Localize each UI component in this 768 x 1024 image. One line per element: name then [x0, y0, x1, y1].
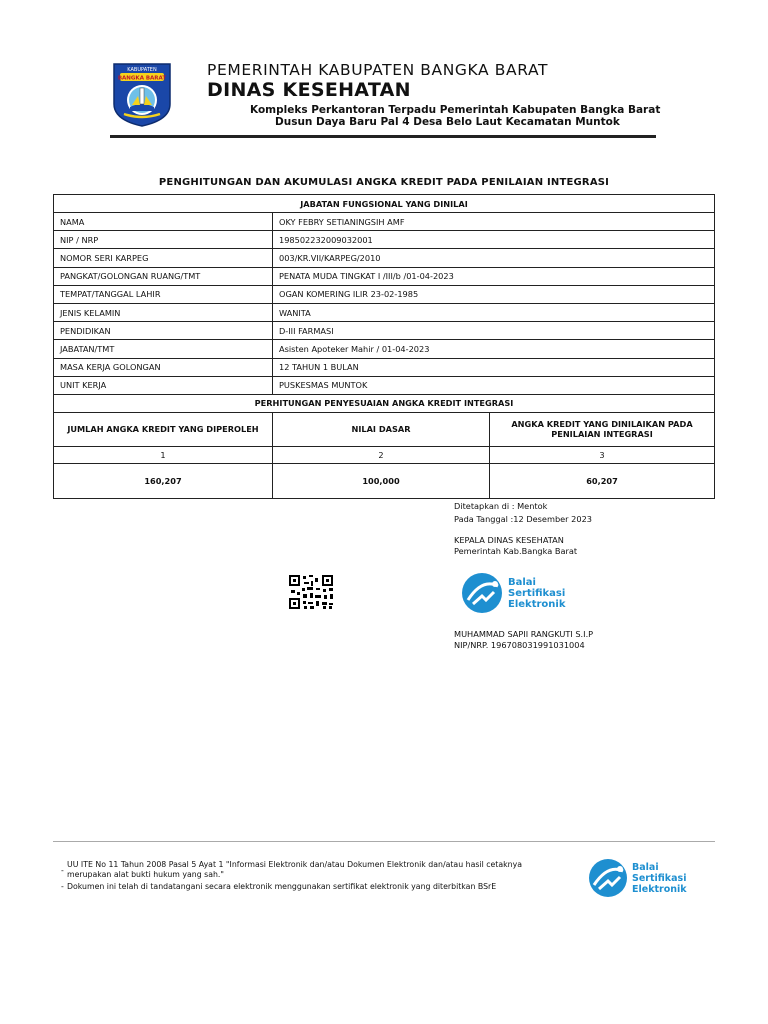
bullet-dash: - — [61, 866, 64, 875]
table-row — [54, 267, 715, 285]
field-label: NOMOR SERI KARPEG — [54, 249, 273, 267]
column-header: NILAI DASAR — [273, 412, 490, 446]
field-label: PANGKAT/GOLONGAN RUANG/TMT — [54, 267, 273, 285]
section-title-perhitungan: PERHITUNGAN PENYESUAIAN ANGKA KREDIT INTEGRASI — [54, 394, 715, 412]
column-number: 2 — [273, 446, 490, 463]
logo-banner-text: BANGKA BARAT — [117, 75, 167, 82]
integration-credit-value: 60,207 — [490, 463, 715, 498]
calc-header-row — [54, 412, 715, 446]
field-label: NAMA — [54, 213, 273, 231]
document-title: PENGHITUNGAN DAN AKUMULASI ANGKA KREDIT PADA PENILAIAN INTEGRASI — [158, 177, 610, 188]
table-row — [54, 285, 715, 303]
bsre-footer-text-line1: Balai — [632, 862, 659, 873]
table-row — [54, 322, 715, 340]
field-value: 12 TAHUN 1 BULAN — [273, 358, 715, 376]
table-row — [54, 358, 715, 376]
field-label: MASA KERJA GOLONGAN — [54, 358, 273, 376]
signer-agency: Pemerintah Kab.Bangka Barat — [454, 546, 578, 556]
footer-note-1-line-1: UU ITE No 11 Tahun 2008 Pasal 5 Ayat 1 "Informasi Elektronik dan/atau Dokumen Elektronik dan/atau hasil cetaknya — [67, 860, 522, 869]
bsre-text-line1: Balai — [508, 577, 536, 588]
issued-date: Pada Tanggal :12 Desember 2023 — [454, 514, 592, 524]
signer-nip: NIP/NRP. 196708031991031004 — [454, 640, 585, 650]
table-row — [54, 249, 715, 267]
field-label: NIP / NRP — [54, 231, 273, 249]
qr-code — [289, 575, 333, 609]
field-label: PENDIDIKAN — [54, 322, 273, 340]
field-value: D-III FARMASI — [273, 322, 715, 340]
field-value: OGAN KOMERING ILIR 23-02-1985 — [273, 285, 715, 303]
table-row — [54, 303, 715, 321]
footer-note-2: Dokumen ini telah di tandatangani secara elektronik menggunakan sertifikat elektronik yang diterbitkan BSrE — [67, 882, 497, 891]
bullet-dash: - — [61, 882, 64, 891]
column-number: 3 — [490, 446, 715, 463]
table-row — [54, 231, 715, 249]
address-line-1: Kompleks Perkantoran Terpadu Pemerintah Kabupaten Bangka Barat — [250, 104, 661, 116]
table-row — [54, 340, 715, 358]
field-value: PUSKESMAS MUNTOK — [273, 376, 715, 394]
bsre-logo — [460, 570, 580, 616]
bsre-footer-logo — [586, 856, 701, 900]
bsre-footer-text-line2: Sertifikasi — [632, 873, 687, 884]
field-value: 198502232009032001 — [273, 231, 715, 249]
column-number: 1 — [54, 446, 273, 463]
calc-number-row — [54, 446, 715, 463]
signer-name: MUHAMMAD SAPII RANGKUTI S.I.P — [454, 629, 594, 639]
table-row — [54, 376, 715, 394]
field-value: OKY FEBRY SETIANINGSIH AMF — [273, 213, 715, 231]
bsre-footer-text-line3: Elektronik — [632, 884, 687, 895]
address-line-2: Dusun Daya Baru Pal 4 Desa Belo Laut Kecamatan Muntok — [275, 116, 620, 128]
agency-name: DINAS KESEHATAN — [207, 79, 411, 101]
signer-position: KEPALA DINAS KESEHATAN — [454, 535, 564, 545]
column-header: ANGKA KREDIT YANG DINILAIKAN PADA PENILAIAN INTEGRASI — [490, 412, 715, 446]
field-label: JABATAN/TMT — [54, 340, 273, 358]
regency-logo — [110, 60, 174, 128]
table-row — [54, 213, 715, 231]
field-label: UNIT KERJA — [54, 376, 273, 394]
footer-note-1-line-2: merupakan alat bukti hukum yang sah." — [67, 870, 224, 879]
government-name: PEMERINTAH KABUPATEN BANGKA BARAT — [207, 61, 549, 79]
credit-table — [53, 194, 715, 499]
field-value: WANITA — [273, 303, 715, 321]
field-label: JENIS KELAMIN — [54, 303, 273, 321]
field-value: PENATA MUDA TINGKAT I /III/b /01-04-2023 — [273, 267, 715, 285]
field-value: 003/KR.VII/KARPEG/2010 — [273, 249, 715, 267]
calc-value-row — [54, 463, 715, 498]
logo-top-text: KABUPATEN — [127, 67, 157, 73]
column-header: JUMLAH ANGKA KREDIT YANG DIPEROLEH — [54, 412, 273, 446]
bsre-text-line3: Elektronik — [508, 599, 566, 610]
bsre-text-line2: Sertifikasi — [508, 588, 566, 599]
field-label: TEMPAT/TANGGAL LAHIR — [54, 285, 273, 303]
field-value: Asisten Apoteker Mahir / 01-04-2023 — [273, 340, 715, 358]
issued-place: Ditetapkan di : Mentok — [454, 501, 548, 511]
footer-divider — [53, 841, 715, 842]
section-title-jabatan: JABATAN FUNGSIONAL YANG DINILAI — [54, 195, 715, 213]
base-value: 100,000 — [273, 463, 490, 498]
letterhead-divider — [110, 135, 656, 138]
credit-obtained-value: 160,207 — [54, 463, 273, 498]
